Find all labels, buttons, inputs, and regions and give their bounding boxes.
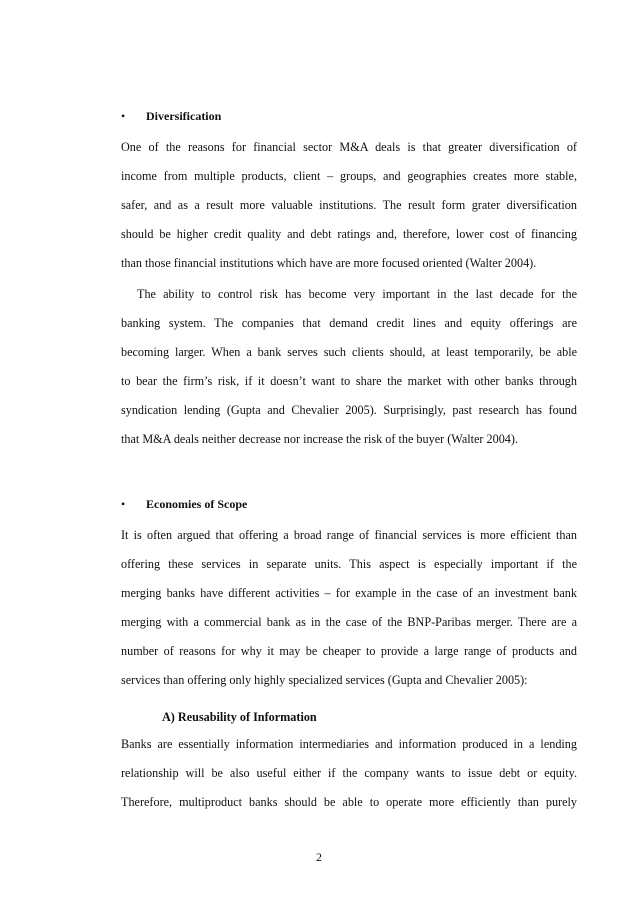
- text-line: offering these services in separate units. This aspect is especially important if the: [121, 557, 577, 571]
- text-line: Banks are essentially information intermediaries and information produced in a lending: [121, 737, 577, 751]
- paragraph-diversification-2: [121, 280, 577, 454]
- text-line: It is often argued that offering a broad range of financial services is more efficient than: [121, 528, 577, 542]
- text-line: merging with a commercial bank as in the case of the BNP-Paribas merger. There are a: [121, 615, 577, 629]
- text-line: income from multiple products, client – groups, and geographies creates more stable,: [121, 169, 577, 183]
- text-line: should be higher credit quality and debt ratings and, therefore, lower cost of financing: [121, 227, 577, 241]
- bullet-icon: •: [121, 497, 126, 511]
- text-line: number of reasons for why it may be cheaper to provide a large range of products and: [121, 644, 577, 658]
- section-heading-economies-of-scope: [121, 497, 247, 511]
- section-heading-diversification: [121, 109, 221, 123]
- text-line: to bear the firm’s risk, if it doesn’t want to share the market with other banks through: [121, 374, 577, 388]
- heading-text: Diversification: [146, 109, 222, 123]
- text-line: than those financial institutions which have are more focused oriented (Walter 2004).: [121, 256, 537, 270]
- text-line: that M&A deals neither decrease nor increase the risk of the buyer (Walter 2004).: [121, 432, 518, 446]
- text-line: merging banks have different activities – for example in the case of an investment bank: [121, 586, 577, 600]
- paragraph-economies-2: [121, 730, 577, 817]
- paragraph-economies-1: [121, 521, 577, 695]
- text-line: Therefore, multiproduct banks should be able to operate more efficiently than purely: [121, 795, 577, 809]
- text-line: safer, and as a result more valuable institutions. The result form grater diversification: [121, 198, 577, 212]
- text-line: The ability to control risk has become very important in the last decade for the: [137, 287, 577, 301]
- bullet-icon: •: [121, 109, 126, 123]
- subheading-reusability: A) Reusability of Information: [162, 710, 317, 724]
- page-number: 2: [316, 850, 322, 864]
- text-line: becoming larger. When a bank serves such clients should, at least temporarily, be able: [121, 345, 577, 359]
- text-line: syndication lending (Gupta and Chevalier 2005). Surprisingly, past research has found: [121, 403, 577, 417]
- paragraph-diversification-1: [121, 133, 577, 278]
- heading-text: Economies of Scope: [146, 497, 248, 511]
- text-line: services than offering only highly specialized services (Gupta and Chevalier 2005):: [121, 673, 528, 687]
- text-line: relationship will be also useful either if the company wants to issue debt or equity.: [121, 766, 577, 780]
- text-line: One of the reasons for financial sector M&A deals is that greater diversification of: [121, 140, 577, 154]
- text-line: banking system. The companies that demand credit lines and equity offerings are: [121, 316, 577, 330]
